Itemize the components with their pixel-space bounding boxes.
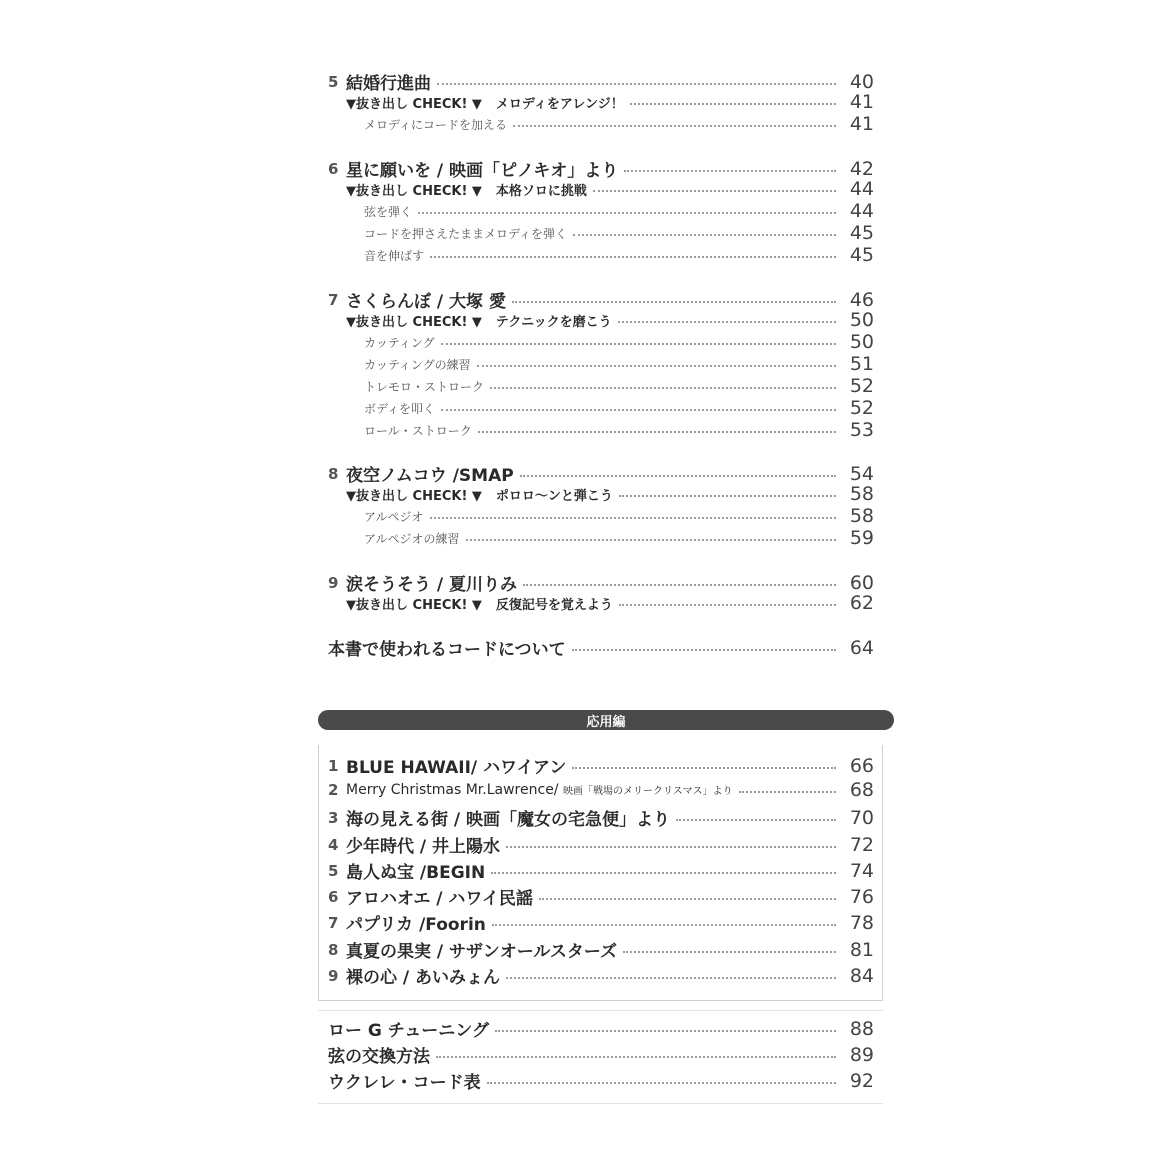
- page-number: 66: [849, 754, 874, 777]
- leader-dots: [495, 1030, 836, 1032]
- song-title: さくらんぼ / 大塚 愛: [346, 292, 506, 312]
- toc-item[interactable]: [364, 244, 874, 266]
- song-title: 真夏の果実 / サザンオールスターズ: [346, 942, 618, 962]
- leader-dots: [436, 1056, 836, 1058]
- toc-item[interactable]: [364, 353, 874, 375]
- toc-item[interactable]: [364, 113, 874, 135]
- toc-entry-chord-chart[interactable]: [328, 1068, 874, 1093]
- toc-item[interactable]: [364, 375, 874, 397]
- leader-dots: [441, 409, 836, 411]
- leader-dots: [739, 791, 836, 793]
- page-number: 52: [849, 375, 874, 397]
- leader-dots: [430, 256, 836, 258]
- toc-item[interactable]: [364, 419, 874, 441]
- page-number: 58: [849, 483, 874, 505]
- leader-dots: [676, 819, 836, 821]
- check-label: ▼抜き出し CHECK! ▼: [346, 488, 482, 504]
- page-number: 58: [849, 505, 874, 527]
- item-label: ロール・ストローク: [364, 423, 472, 438]
- song-number: 5: [328, 861, 339, 880]
- song-title: 星に願いを / 映画「ピノキオ」より: [346, 161, 619, 181]
- leader-dots: [478, 431, 836, 433]
- toc-check-entry[interactable]: [346, 483, 874, 505]
- song-title: パプリカ /Foorin: [346, 915, 486, 935]
- section-header-applied: [318, 710, 894, 730]
- item-label: カッティングの練習: [364, 357, 471, 372]
- page-number: 40: [849, 70, 874, 93]
- page-number: 46: [849, 288, 874, 311]
- item-label: メロディにコードを加える: [364, 117, 508, 132]
- leader-dots: [506, 846, 836, 848]
- item-label: 音を伸ばす: [364, 248, 425, 263]
- leader-dots: [477, 365, 836, 367]
- song-title: BLUE HAWAII/ ハワイアン: [346, 758, 567, 778]
- check-label: ▼抜き出し CHECK! ▼: [346, 597, 482, 613]
- check-title: 反復記号を覚えよう: [495, 597, 613, 613]
- toc-entry-applied-2[interactable]: [328, 779, 874, 801]
- toc-entry-applied-9[interactable]: [328, 963, 874, 988]
- leader-dots: [506, 977, 836, 979]
- leader-dots: [572, 649, 836, 651]
- song-title-note: 映画「戦場のメリークリスマス」より: [562, 786, 733, 797]
- song-title: 裸の心 / あいみょん: [346, 968, 501, 988]
- check-title: メロディをアレンジ！: [495, 96, 624, 112]
- toc-entry-applied-7[interactable]: [328, 910, 874, 935]
- page-number: 70: [849, 806, 874, 829]
- toc-entry-low-g[interactable]: [328, 1016, 874, 1041]
- leader-dots: [466, 539, 836, 541]
- leader-dots: [618, 321, 836, 323]
- toc-entry-string-change[interactable]: [328, 1042, 874, 1067]
- song-number: 9: [328, 573, 339, 592]
- toc-item[interactable]: [364, 331, 874, 353]
- entry-title: 本書で使われるコードについて: [328, 640, 566, 660]
- leader-dots: [630, 103, 836, 105]
- song-title: [346, 782, 733, 798]
- song-number: 9: [328, 966, 339, 985]
- song-number: 6: [328, 887, 339, 906]
- leader-dots: [487, 1082, 836, 1084]
- page-number: 62: [849, 592, 874, 614]
- toc-entry-applied-4[interactable]: [328, 832, 874, 857]
- toc-entry-chords[interactable]: [328, 635, 874, 660]
- check-label: ▼抜き出し CHECK! ▼: [346, 314, 482, 330]
- page-number: 81: [849, 938, 874, 961]
- divider: [882, 745, 883, 1000]
- toc-check-entry[interactable]: [346, 592, 874, 614]
- song-title: アロハオエ / ハワイ民謡: [346, 889, 533, 909]
- section-header-label: 応用編: [586, 714, 626, 730]
- song-number: 3: [328, 808, 339, 827]
- check-label: ▼抜き出し CHECK! ▼: [346, 183, 482, 199]
- page-number: 45: [849, 222, 874, 244]
- song-number: 8: [328, 940, 339, 959]
- divider: [318, 1000, 883, 1001]
- leader-dots: [572, 767, 836, 769]
- leader-dots: [513, 125, 836, 127]
- page-number: 44: [849, 200, 874, 222]
- page-number: 59: [849, 527, 874, 549]
- page-number: 50: [849, 331, 874, 353]
- song-number: 5: [328, 72, 339, 91]
- song-number: 2: [328, 781, 339, 799]
- item-label: アルペジオ: [364, 509, 424, 524]
- leader-dots: [441, 343, 836, 345]
- check-label: ▼抜き出し CHECK! ▼: [346, 96, 482, 112]
- page-number: 54: [849, 462, 874, 485]
- leader-dots: [512, 301, 836, 303]
- item-label: 弦を弾く: [364, 204, 413, 219]
- song-title-main: Merry Christmas Mr.Lawrence/: [346, 782, 559, 798]
- leader-dots: [623, 951, 836, 953]
- leader-dots: [492, 924, 836, 926]
- song-title: 少年時代 / 井上陽水: [346, 837, 501, 857]
- page-number: 52: [849, 397, 874, 419]
- leader-dots: [573, 234, 836, 236]
- toc-item[interactable]: [364, 505, 874, 527]
- leader-dots: [430, 517, 836, 519]
- check-title: ポロロ〜ンと弾こう: [495, 488, 613, 504]
- song-number: 7: [328, 913, 339, 932]
- page-number: 45: [849, 244, 874, 266]
- item-label: カッティング: [364, 335, 435, 350]
- page-number: 64: [849, 636, 874, 659]
- entry-title: ロー G チューニング: [328, 1021, 489, 1041]
- entry-title: ウクレレ・コード表: [328, 1073, 481, 1093]
- song-title: 海の見える街 / 映画「魔女の宅急便」より: [346, 810, 671, 830]
- page-number: 42: [849, 157, 874, 180]
- page-number: 89: [849, 1043, 874, 1066]
- song-title: 島人ぬ宝 /BEGIN: [346, 863, 486, 883]
- toc-check-entry[interactable]: [346, 309, 874, 331]
- toc-check-entry[interactable]: [346, 178, 874, 200]
- page-number: 72: [849, 833, 874, 856]
- item-label: コードを押さえたままメロディを弾く: [364, 226, 568, 241]
- toc-entry-applied-8[interactable]: [328, 937, 874, 962]
- page-number: 41: [849, 91, 874, 113]
- leader-dots: [491, 872, 836, 874]
- song-number: 7: [328, 290, 339, 309]
- divider: [318, 745, 319, 1000]
- page-number: 88: [849, 1017, 874, 1040]
- item-label: アルペジオの練習: [364, 531, 460, 546]
- toc-item[interactable]: [364, 222, 874, 244]
- page-number: 76: [849, 885, 874, 908]
- song-number: 4: [328, 835, 339, 854]
- page-number: 60: [849, 571, 874, 594]
- page-number: 44: [849, 178, 874, 200]
- toc-item[interactable]: [364, 200, 874, 222]
- page-number: 50: [849, 309, 874, 331]
- leader-dots: [624, 170, 836, 172]
- song-number: 1: [328, 756, 339, 775]
- toc-check-entry[interactable]: [346, 91, 874, 113]
- toc-entry-applied-1[interactable]: [328, 753, 874, 778]
- page-number: 68: [849, 779, 874, 801]
- item-label: ボディを叩く: [364, 401, 436, 416]
- leader-dots: [437, 83, 836, 85]
- page-number: 78: [849, 911, 874, 934]
- leader-dots: [593, 190, 836, 192]
- song-number: 6: [328, 159, 339, 178]
- toc-item[interactable]: [364, 397, 874, 419]
- toc-entry-applied-6[interactable]: [328, 884, 874, 909]
- page-number: 92: [849, 1069, 874, 1092]
- check-title: テクニックを磨こう: [495, 314, 612, 330]
- song-title: 涙そうそう / 夏川りみ: [346, 575, 518, 595]
- leader-dots: [619, 495, 836, 497]
- leader-dots: [539, 898, 836, 900]
- leader-dots: [523, 584, 836, 586]
- page-number: 41: [849, 113, 874, 135]
- entry-title: 弦の交換方法: [328, 1047, 430, 1067]
- toc-item[interactable]: [364, 527, 874, 549]
- leader-dots: [490, 387, 836, 389]
- leader-dots: [619, 604, 836, 606]
- item-label: トレモロ・ストローク: [364, 379, 485, 394]
- page-number: 84: [849, 964, 874, 987]
- toc-entry-applied-5[interactable]: [328, 858, 874, 883]
- song-title: 結婚行進曲: [346, 74, 431, 94]
- page-number: 74: [849, 859, 874, 882]
- page-number: 51: [849, 353, 874, 375]
- song-title: 夜空ノムコウ /SMAP: [346, 466, 514, 486]
- leader-dots: [418, 212, 836, 214]
- toc-entry-applied-3[interactable]: [328, 805, 874, 830]
- page-number: 53: [849, 419, 874, 441]
- check-title: 本格ソロに挑戦: [495, 183, 587, 199]
- song-number: 8: [328, 464, 339, 483]
- leader-dots: [520, 475, 836, 477]
